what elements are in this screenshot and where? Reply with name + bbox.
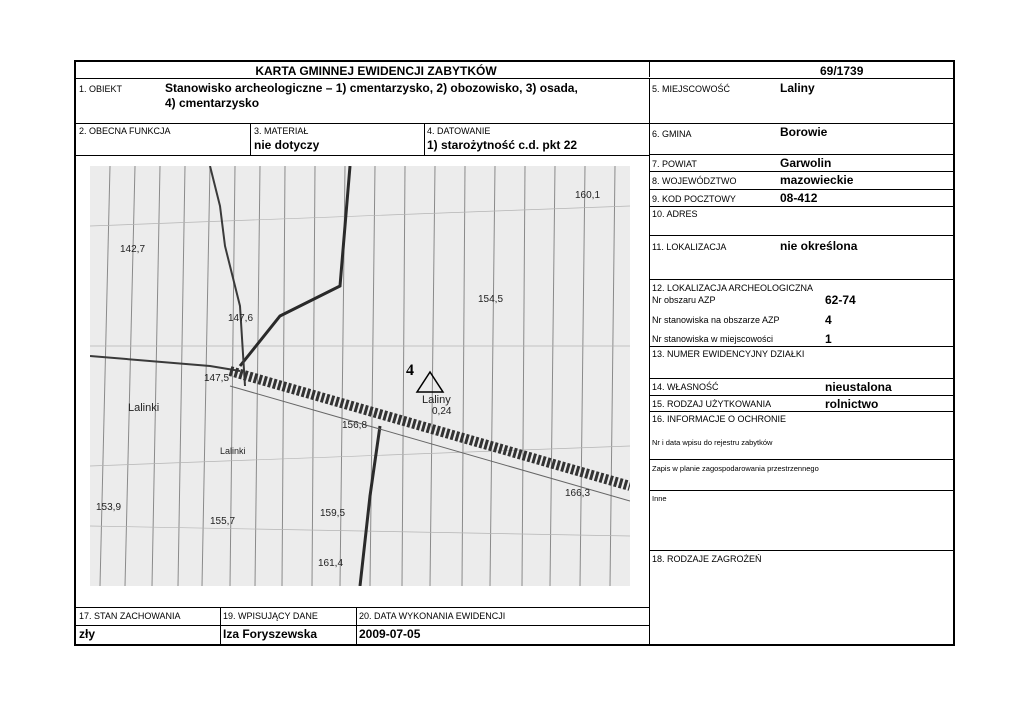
kod-value: 08-412 [780, 191, 818, 205]
data-label: 20. DATA WYKONANIA EWIDENCJI [359, 611, 506, 621]
lok-arch-label: 12. LOKALIZACJA ARCHEOLOGICZNA [652, 283, 814, 293]
stanowisko-label: Nr stanowiska na obszarze AZP [652, 315, 780, 325]
plan-label: Zapis w planie zagospodarowania przestrzennego [652, 464, 819, 473]
funkcja-label: 2. OBECNA FUNKCJA [79, 126, 171, 136]
rejestr-label: Nr i data wpisu do rejestru zabytków [652, 438, 773, 447]
stan-label: 17. STAN ZACHOWANIA [79, 611, 181, 621]
ochrona-label: 16. INFORMACJE O OCHRONIE [652, 414, 787, 424]
datowanie-value: 1) starożytność c.d. pkt 22 [427, 138, 578, 152]
inne-label: Inne [652, 494, 667, 503]
map-drawing [90, 166, 630, 586]
data-value: 2009-07-05 [359, 627, 421, 641]
map-label-2: 147,6 [228, 313, 254, 324]
map-label-11: 160,1 [575, 190, 601, 201]
obszar-label: Nr obszaru AZP [652, 295, 716, 305]
site-map [90, 166, 630, 586]
site-number: 4 [406, 362, 414, 379]
map-label-12: 0,24 [432, 406, 452, 417]
dzialki-label: 13. NUMER EWIDENCYJNY DZIAŁKI [652, 349, 805, 359]
map-label-5: 156,8 [342, 420, 368, 431]
map-label-3: 147,5 [204, 373, 230, 384]
wpisujacy-value: Iza Foryszewska [223, 627, 318, 641]
powiat-label: 7. POWIAT [652, 159, 697, 169]
map-label-1: 142,7 [120, 244, 146, 255]
material-value: nie dotyczy [254, 138, 320, 152]
obiekt-value-1: Stanowisko archeologiczne – 1) cmentarzysko, 2) obozowisko, 3) osada, [165, 81, 578, 95]
stanowisko-value: 4 [825, 313, 832, 327]
miejscowosc-label: 5. MIEJSCOWOŚĆ [652, 84, 731, 94]
card-title: KARTA GMINNEJ EWIDENCJI ZABYTKÓW [255, 64, 497, 78]
datowanie-label: 4. DATOWANIE [427, 126, 491, 136]
zagrozenia-label: 18. RODZAJE ZAGROŻEŃ [652, 554, 762, 564]
obszar-value: 62-74 [825, 293, 856, 307]
miejscowosci-value: 1 [825, 332, 832, 346]
material-label: 3. MATERIAŁ [254, 126, 309, 136]
uzytkowanie-label: 15. RODZAJ UŻYTKOWANIA [652, 399, 772, 409]
adres-label: 10. ADRES [652, 209, 698, 219]
lokalizacja-label: 11. LOKALIZACJA [652, 242, 727, 252]
map-label-13: Lalinki [128, 402, 160, 414]
obiekt-label: 1. OBIEKT [79, 84, 123, 94]
map-label-6: 155,7 [210, 516, 236, 527]
wojewodztwo-label: 8. WOJEWÓDZTWO [652, 176, 737, 186]
gmina-label: 6. GMINA [652, 129, 692, 139]
card-number: 69/1739 [820, 64, 864, 78]
kod-label: 9. KOD POCZTOWY [652, 194, 736, 204]
wlasnosc-label: 14. WŁASNOŚĆ [652, 382, 719, 392]
uzytkowanie-value: rolnictwo [825, 397, 879, 411]
powiat-value: Garwolin [780, 156, 832, 170]
gmina-value: Borowie [780, 125, 828, 139]
miejscowosci-label: Nr stanowiska w miejscowości [652, 334, 774, 344]
wlasnosc-value: nieustalona [825, 380, 892, 394]
place-label: Laliny [422, 394, 451, 406]
wojewodztwo-value: mazowieckie [780, 173, 854, 187]
wpisujacy-label: 19. WPISUJĄCY DANE [223, 611, 318, 621]
stan-value: zły [79, 627, 96, 641]
map-label-4: 154,5 [478, 294, 504, 305]
map-label-8: 159,5 [320, 508, 346, 519]
map-label-7: 153,9 [96, 502, 122, 513]
lokalizacja-value: nie określona [780, 239, 858, 253]
miejscowosc-value: Laliny [780, 81, 815, 95]
obiekt-value-2: 4) cmentarzysko [165, 96, 260, 110]
map-label-10: 166,3 [565, 488, 591, 499]
map-label-14: Lalinki [220, 446, 246, 456]
map-label-9: 161,4 [318, 558, 344, 569]
record-card [74, 60, 955, 646]
